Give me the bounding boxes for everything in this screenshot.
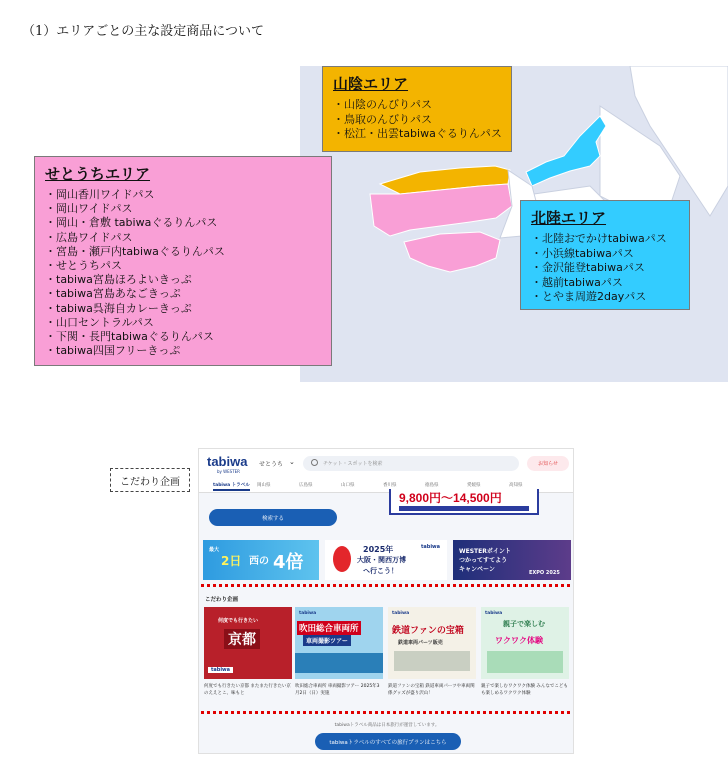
tab-kagawa[interactable]: 香川県 [383, 483, 397, 488]
card-brand: tabiwa [299, 611, 317, 616]
banner-text: 最大 [209, 547, 220, 553]
section-heading: （1）エリアごとの主な設定商品について [22, 24, 265, 39]
tab-ehime[interactable]: 愛媛県 [467, 483, 481, 488]
list-item: ・ せとうちパス [45, 259, 321, 273]
search-icon [311, 459, 318, 466]
banner-text: 2日 [221, 554, 242, 568]
list-item: ・ 小浜線tabiwaパス [531, 247, 679, 262]
list-item: ・ 山陰のんびりパス [333, 98, 501, 113]
logo-subtitle: by WESTER [217, 469, 240, 474]
list-item: ・ 松江・出雲tabiwaぐるりんパス [333, 127, 501, 142]
promo-banner-points[interactable] [203, 540, 319, 580]
banner-text: EXPO 2025 [529, 570, 560, 576]
tab-kochi[interactable]: 高知県 [509, 483, 523, 488]
list-item: ・ 金沢能登tabiwaパス [531, 261, 679, 276]
sanin-pass-list [333, 98, 501, 142]
promo-banner-expo[interactable] [325, 540, 447, 580]
search-placeholder: チケット・スポットを検索 [323, 461, 383, 467]
list-item: ・ 越前tabiwaパス [531, 276, 679, 291]
list-item: ・ tabiwa宮島ほろよいきっぷ [45, 273, 321, 287]
list-item: ・ 下関・長門tabiwaぐるりんパス [45, 330, 321, 344]
setouchi-area-box [34, 156, 332, 366]
card-subtitle: 鉄道車両パーツ販売 [398, 640, 443, 646]
search-button[interactable]: 検索する [209, 509, 337, 526]
banner-text: へ行こう！ [363, 567, 398, 575]
plan-card-family[interactable] [481, 607, 569, 679]
hokuriku-pass-list [531, 232, 679, 305]
card-title: ワクワク体験 [495, 636, 543, 645]
list-item: ・ 岡山・倉敷 tabiwaぐるりんパス [45, 216, 321, 230]
banner-text: 西の [249, 556, 269, 567]
list-item: ・ tabiwa呉海自カレーきっぷ [45, 302, 321, 316]
banner-text: 大阪・関西万博 [357, 556, 406, 564]
setouchi-pass-list [45, 188, 321, 358]
card-title: 鉄道ファンの宝箱 [392, 626, 464, 636]
plan-card-suita[interactable] [295, 607, 383, 679]
search-input[interactable] [303, 456, 519, 471]
sanin-area-box [322, 66, 512, 152]
card-title: 吹田総合車両所 [297, 621, 361, 635]
tab-okayama[interactable]: 岡山県 [257, 483, 271, 488]
hokuriku-area-title: 北陸エリア [531, 209, 607, 227]
banner-text: 2025年 [363, 545, 394, 554]
card-subtitle: 車両撮影ツアー [303, 635, 351, 646]
expo-mascot-icon [333, 546, 351, 572]
banner-text: つかってすてよう [459, 557, 508, 564]
sanin-area-title: 山陰エリア [333, 75, 409, 93]
price-banner[interactable] [389, 489, 539, 515]
list-item: ・ 北陸おでかけtabiwaパス [531, 232, 679, 247]
card-title: 京都 [224, 629, 260, 649]
card-caption[interactable]: 鉄道ファンの宝箱 鉄道車両パーツや車両関係グッズが盛り沢山！ [388, 684, 475, 696]
list-item: ・ tabiwa四国フリーきっぷ [45, 344, 321, 358]
hokuriku-area-box [520, 200, 690, 310]
price-banner-bar [399, 506, 529, 511]
card-caption[interactable]: 吹田総合車両所 車両撮影ツアー 2025年3月2日（日）実施 [295, 684, 380, 696]
tabiwa-logo[interactable]: tabiwa [207, 454, 248, 469]
banner-brand: tabiwa [421, 544, 441, 550]
card-subtitle: 親子で楽しむ [503, 620, 545, 628]
footer-note: tabiwaトラベル商品は日本旅行が運営しています。 [334, 723, 440, 728]
train-image [295, 653, 383, 673]
family-image [487, 651, 563, 673]
kodawari-tag-label: こだわり企画 [110, 468, 190, 492]
card-caption[interactable]: 何度でも行きたい京都 またまた行きたい京のええとこ、味もと [204, 684, 291, 696]
all-plans-button[interactable]: tabiwaトラベルのすべての旅行プランはこちら [315, 733, 461, 750]
chevron-down-icon: ⌄ [289, 458, 295, 466]
list-item: ・ tabiwa宮島あなごきっぷ [45, 287, 321, 301]
tab-tokushima[interactable]: 徳島県 [425, 483, 439, 488]
plan-card-kyoto[interactable] [204, 607, 292, 679]
tab-tabiwa-travel[interactable]: tabiwa トラベル [213, 482, 250, 491]
site-header [199, 449, 574, 479]
region-select[interactable]: せとうち [259, 461, 284, 468]
list-item: ・ 山口セントラルパス [45, 316, 321, 330]
banner-text: キャンペーン [459, 566, 495, 573]
promo-banner-wester[interactable] [453, 540, 571, 580]
tab-hiroshima[interactable]: 広島県 [299, 483, 313, 488]
list-item: ・ 岡山香川ワイドパス [45, 188, 321, 202]
setouchi-area-title: せとうちエリア [45, 165, 151, 183]
list-item: ・ 岡山ワイドパス [45, 202, 321, 216]
card-brand: tabiwa [392, 611, 410, 616]
price-range: 9,800円～14,500円 [399, 491, 502, 505]
list-item: ・ 鳥取のんびりパス [333, 113, 501, 128]
plan-card-railfan[interactable] [388, 607, 476, 679]
card-subtitle: 何度でも行きたい [218, 618, 259, 624]
railfan-image [394, 651, 470, 671]
card-caption[interactable]: 親子で楽しむワクワク体験 みんなでこどもも楽しめるワクワク体験 [481, 684, 568, 696]
card-brand: tabiwa [485, 611, 503, 616]
tab-yamaguchi[interactable]: 山口県 [341, 483, 355, 488]
banner-text: WESTERポイント [459, 548, 511, 555]
list-item: ・ とやま周遊2dayパス [531, 290, 679, 305]
card-brand: tabiwa [208, 667, 233, 673]
notice-button[interactable]: お知らせ [527, 456, 569, 471]
list-item: ・ 広島ワイドパス [45, 231, 321, 245]
banner-text: 4倍 [273, 552, 304, 573]
kodawari-section-label: こだわり企画 [205, 597, 239, 603]
list-item: ・ 宮島・瀬戸内tabiwaぐるりんパス [45, 245, 321, 259]
tabiwa-site-screenshot [198, 448, 574, 754]
